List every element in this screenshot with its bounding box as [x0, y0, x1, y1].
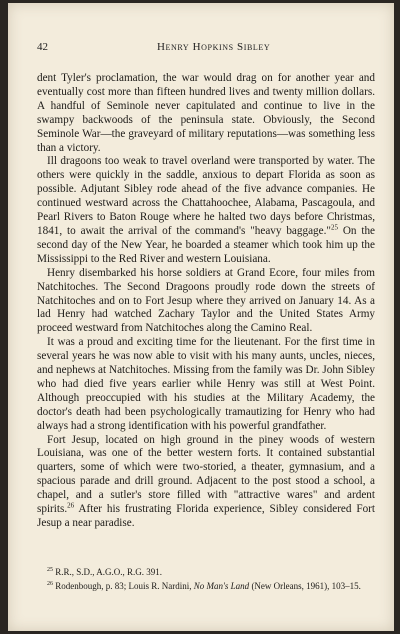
footnote-text: R.R., S.D., A.G.O., R.G. 391. — [53, 567, 163, 577]
paragraph-text: After his frustrating Florida experience, Sibley considered Fort Jesup a near paradise. — [37, 503, 375, 529]
footnote-marker: 25 — [47, 567, 53, 573]
page-number: 42 — [37, 41, 48, 53]
paragraph — [37, 72, 375, 155]
book-page — [8, 3, 394, 631]
paragraph — [37, 155, 375, 266]
paragraph-text: dent Tyler's proclamation, the war would drag on for another year and eventually cost more than fifteen hundred lives and twenty million dollars. A handful of Seminole never capitulated and continue to live in the swampy backwoods of the peninsula state. Obviously, the Second Seminole War—the graveyard of military reputations—was something less than a victory. — [37, 72, 375, 154]
book-title: No Man's Land — [193, 580, 250, 591]
footnote — [37, 579, 375, 593]
paragraph-text: On the second day of the New Year, he boarded a steamer which took him up the Mississippi to the Red River and western Louisiana. — [37, 224, 375, 265]
paragraph — [37, 267, 375, 337]
running-head: Henry Hopkins Sibley — [157, 41, 271, 53]
footnote — [37, 565, 375, 579]
paragraph-text: It was a proud and exciting time for the lieutenant. For the first time in several years he was now able to visit with his many aunts, uncles, nieces, and nephews at Natchitoches. Missing from the family was Dr. John Sibley who had died five years earlier while Henry was still at West Point. Although preoccupied with his studies at the Military Academy, the doctor's death had been psychologically tramautizing for Henry who had always had a strong identification with his powerful grandfather. — [37, 336, 375, 432]
footnote-text: Rodenbough, p. 83; Louis R. Nardini, — [53, 580, 194, 591]
footnotes — [37, 565, 375, 592]
paragraph — [37, 336, 375, 433]
paragraph — [37, 434, 375, 531]
paragraph-text: Henry disembarked his horse soldiers at Grand Ecore, four miles from Natchitoches. The Second Dragoons proudly rode down the streets of Natchitoches and on to Fort Jesup where they arrived on January 14. As a lad Henry had watched Zachary Taylor and the United States Army proceed westward from Natchitoches along the Camino Real. — [37, 266, 375, 335]
paragraph-text: Ill dragoons too weak to travel overland were transported by water. The others were quickly in the saddle, anxious to depart Florida as soon as possible. Adjutant Sibley rode ahead of the five advance companies. He continued westward across the Chattahoochee, Alabama, Pascagoula, and Pearl Rivers to Baton Rouge where he halted two days before Christmas, 1841, to await the arrival of the command's "heavy baggage." — [37, 155, 375, 237]
footnote-reference: 26 — [67, 501, 75, 510]
footnote-marker: 26 — [47, 580, 53, 587]
page-header — [37, 41, 374, 55]
body-text — [37, 72, 375, 531]
paragraph-text: Fort Jesup, located on high ground in the piney woods of western Louisiana, was one of the better western forts. It contained substantial quarters, some of which were two-storied, a theater, gymnasium, and a spacious parade and drill ground. Adjacent to the post stood a school, a chapel, and a sutler's store filled with "attractive wares" and ardent spirits. — [37, 433, 375, 516]
footnote-text: (New Orleans, 1961), 103–15. — [249, 580, 361, 591]
footnote-reference: 25 — [330, 223, 338, 232]
